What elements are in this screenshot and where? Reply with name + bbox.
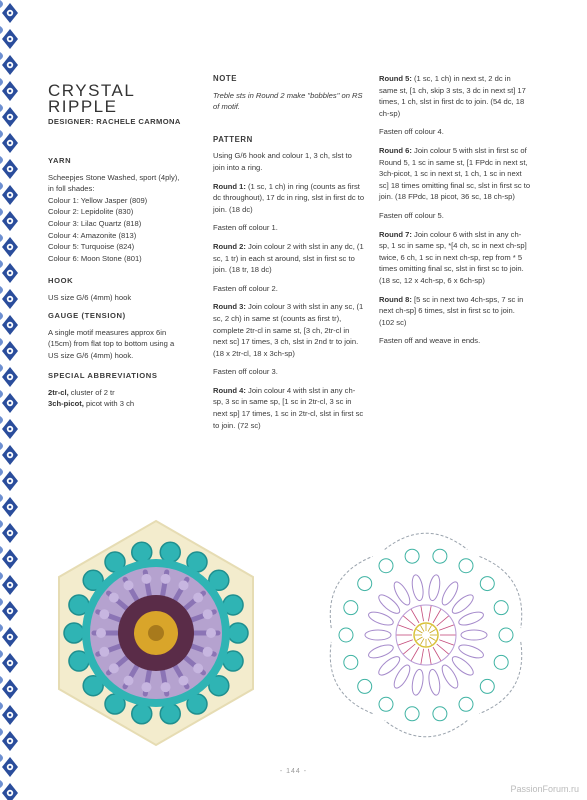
page-number: - 144 - bbox=[279, 768, 308, 775]
round-paragraph: Round 3: Join colour 3 with slst in any sc, (1 sc, 2 ch) in same st (counts as first tr), complete 2tr-cl in same st, [3 ch, 2tr-cl in next sc] 17 times, 3 ch, slst in 2nd tr to join. (18 x 2tr-cl, 18 x 3ch-sp) bbox=[213, 302, 364, 358]
round-paragraph: Fasten off colour 5. bbox=[379, 210, 444, 220]
crochet-symbol-chart bbox=[308, 517, 544, 758]
yarn-line: Colour 6: Moon Stone (801) bbox=[48, 253, 142, 263]
yarn-line: Scheepjes Stone Washed, sport (4ply), bbox=[48, 172, 180, 182]
crochet-motif-photo bbox=[38, 515, 274, 756]
round-paragraph: Fasten off and weave in ends. bbox=[379, 336, 481, 346]
pattern-heading: PATTERN bbox=[213, 134, 253, 144]
yarn-heading: YARN bbox=[48, 156, 72, 165]
abbreviations-section bbox=[48, 370, 158, 410]
designer-credit: DESIGNER: RACHELE CARMONA bbox=[48, 117, 181, 126]
round-paragraph: Round 8: [5 sc in next two 4ch-sps, 7 sc in next ch-sp] 6 times, slst in first sc to join. (102 sc) bbox=[379, 294, 524, 327]
round-paragraph: Fasten off colour 3. bbox=[213, 367, 278, 377]
yarn-line: Colour 5: Turquoise (824) bbox=[48, 242, 135, 252]
yarn-line: Colour 4: Amazonite (813) bbox=[48, 230, 137, 240]
yarn-line: in foll shades: bbox=[48, 184, 95, 194]
yarn-section bbox=[48, 155, 179, 264]
gauge-line: US size G/6 (4mm) hook. bbox=[48, 350, 134, 360]
hook-section bbox=[48, 275, 131, 303]
yarn-line: Colour 2: Lepidolite (830) bbox=[48, 207, 134, 217]
pattern-title: CRYSTAL RIPPLE bbox=[48, 81, 136, 117]
yarn-line: Colour 3: Lilac Quartz (818) bbox=[48, 218, 142, 228]
round-paragraph: Fasten off colour 2. bbox=[213, 283, 278, 293]
gauge-line: A single motif measures approx 6in bbox=[48, 327, 167, 337]
gauge-section bbox=[48, 310, 174, 361]
abbreviations-heading: SPECIAL ABBREVIATIONS bbox=[48, 371, 158, 380]
gauge-line: (15cm) from flat top to bottom using a bbox=[48, 339, 175, 349]
instructions-column-3 bbox=[379, 73, 531, 354]
note-heading: NOTE bbox=[213, 74, 238, 83]
note-text: Treble sts in Round 2 make "bobbles" on RS of motif. bbox=[213, 90, 363, 112]
round-paragraph: Round 4: Join colour 4 with slst in any ch-sp, 3 sc in same sp, [1 sc in 2tr-cl, 3 sc in next sp] 17 times, 1 sc in 2tr-cl, slst in first sc to join. (72 sc) bbox=[213, 385, 364, 430]
round-paragraph: Round 5: (1 sc, 1 ch) in next st, 2 dc in same st, [1 ch, skip 3 sts, 3 dc in next st] 17 times, 1 ch, slst in first dc to join. (54 dc, 18 ch-sp) bbox=[379, 74, 526, 118]
round-paragraph: Round 6: Join colour 5 with slst in first sc of Round 5, 1 sc in same st, [1 FPdc in next st, 3ch-picot, 1 sc in next st, 1 ch, 1 sc in next sc] 18 times omitting final sc, slst in first sc to join. (18 FPdc, 18 picot, 36 sc, 18 ch-sp) bbox=[379, 145, 531, 202]
gauge-heading: GAUGE (TENSION) bbox=[48, 311, 126, 320]
round-paragraph: Round 1: (1 sc, 1 ch) in ring (counts as first dc throughout), 17 dc in ring, slst in first dc to join. (18 dc) bbox=[213, 181, 365, 214]
round-paragraph: Round 7: Join colour 6 with slst in any ch-sp, 1 sc in same sp, *[4 ch, sc in next ch-sp] twice, 6 ch, 1 sc in next ch-sp, rep from * 5 times omitting final sc, slst in first sc to join. (18 sc, 12 x 4ch-sp, 6 x 6ch-sp) bbox=[379, 229, 527, 285]
yarn-line: Colour 1: Yellow Jasper (809) bbox=[48, 195, 148, 205]
round-paragraph: Fasten off colour 1. bbox=[213, 223, 278, 233]
abbreviation-item: 3ch-picot, picot with 3 ch bbox=[48, 399, 135, 409]
round-paragraph: Fasten off colour 4. bbox=[379, 127, 444, 137]
abbreviation-item: 2tr-cl, cluster of 2 tr bbox=[48, 387, 115, 397]
watermark: PassionForum.ru bbox=[510, 784, 579, 794]
round-paragraph: Round 2: Join colour 2 with slst in any dc, (1 sc, 1 tr) in each st around, slst in first sc to join. (18 tr, 18 dc) bbox=[213, 241, 364, 275]
hook-heading: HOOK bbox=[48, 276, 74, 285]
decorative-tile-border bbox=[0, 0, 20, 800]
instructions-column-2 bbox=[213, 73, 365, 438]
pattern-intro: Using G/6 hook and colour 1, 3 ch, slst to join into a ring. bbox=[213, 151, 352, 172]
hook-text: US size G/6 (4mm) hook bbox=[48, 292, 132, 302]
